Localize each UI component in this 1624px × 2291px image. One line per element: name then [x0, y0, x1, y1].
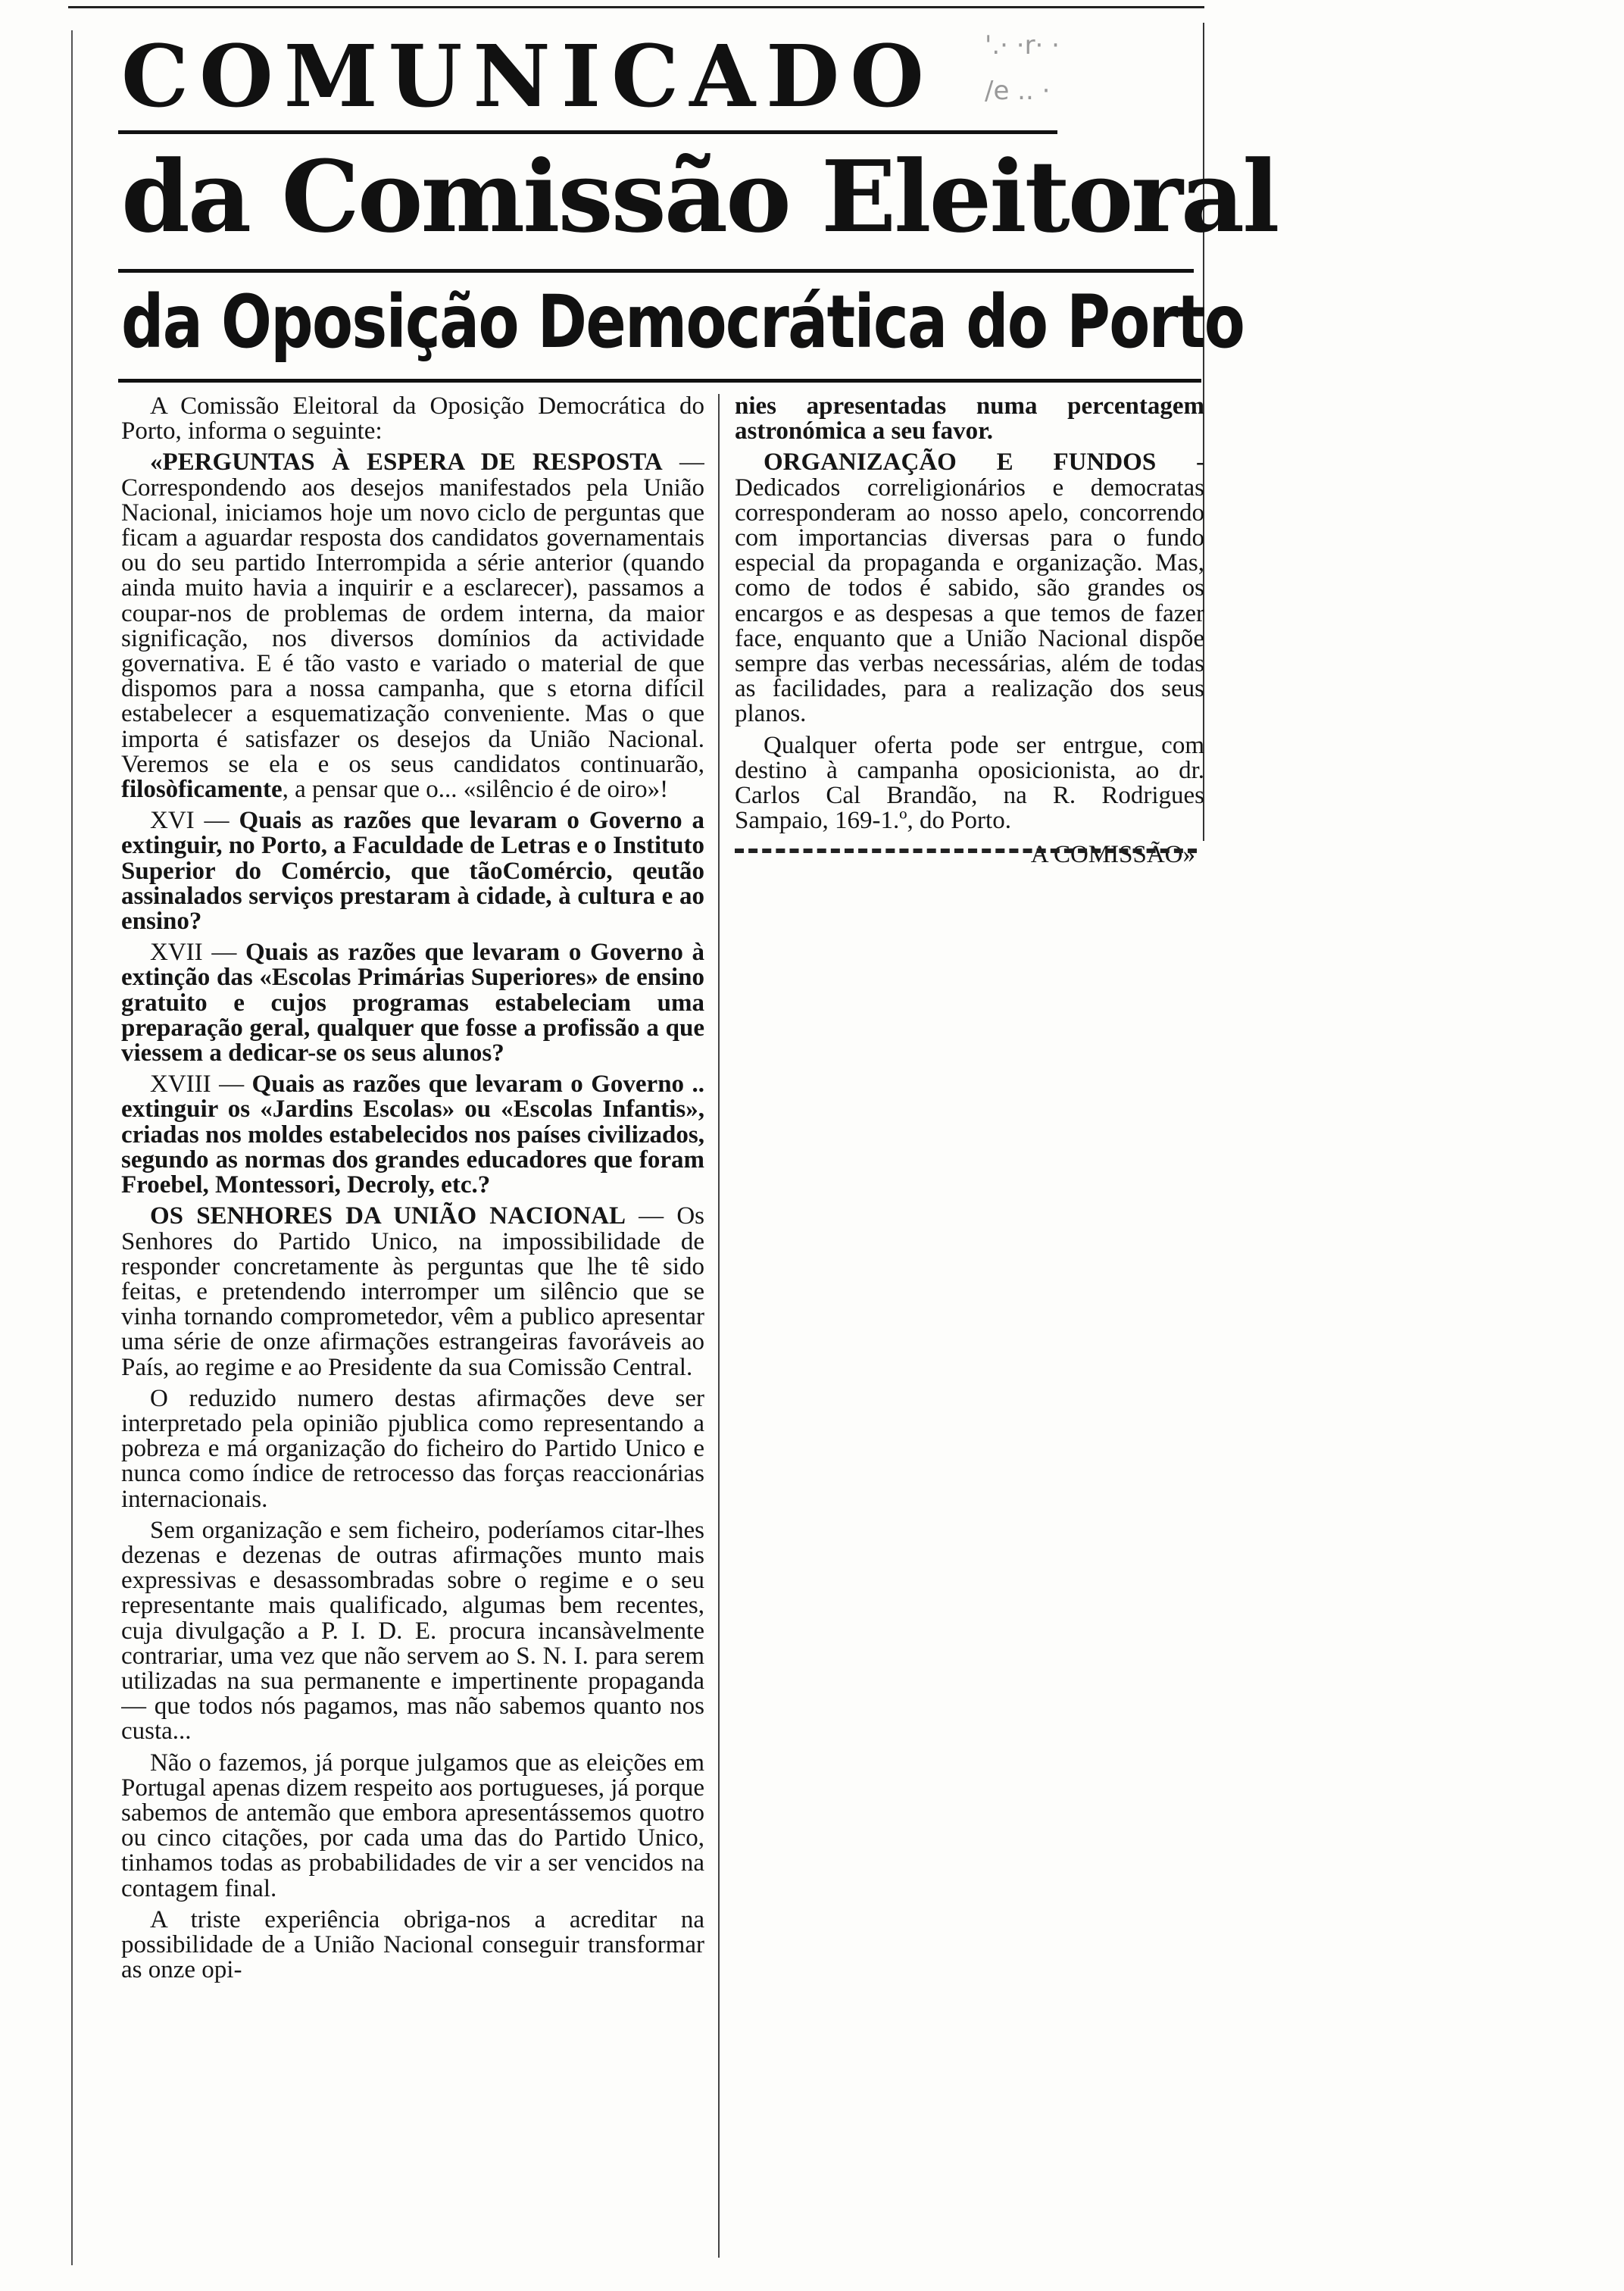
paragraph — [121, 394, 704, 444]
paragraph-text: Sem organização e sem ficheiro, poderíamos citar-lhes dezenas e dezenas de outras afirmações munto mais expressivas e desassombradas sobre o regime e o seu representante mais qualificado, algumas bem recentes, cuja divulgação a P. I. D. E. procura incansàvelmente contrariar, uma vez que não servem ao S. N. I. para serem utilizadas na sua permanente e impertinente propaganda — que todos nós pagamos, mas não sabemos quanto nos custa... — [121, 1516, 704, 1746]
paragraph — [121, 1386, 704, 1512]
question-number: XVII — — [150, 939, 245, 967]
question-text: Quais as razões que levaram o Governo .. extinguir os «Jardins Escolas» ou «Escolas Infantis», criadas nos moldes estabelecidos nos países civilizados, segundo as normas dos grandes educadores que foram Froebel, Montessori, Decroly, etc.? — [121, 1070, 704, 1199]
headline-communique: COMUNICADO — [121, 27, 935, 127]
question-paragraph — [121, 808, 704, 934]
paragraph — [121, 1751, 704, 1902]
end-rule — [735, 849, 1197, 853]
article-column-right — [735, 394, 1204, 864]
paragraph — [121, 1905, 704, 1984]
question-paragraph — [121, 1072, 704, 1198]
question-paragraph — [121, 940, 704, 1066]
emphasis-text: filosòficamente — [121, 776, 283, 804]
top-border — [68, 6, 1204, 8]
section-heading: «PERGUNTAS À ESPERA DE RESPOSTA — [150, 449, 663, 477]
scribble-line: /e .. · — [985, 76, 1051, 106]
headline-rule — [118, 379, 1201, 383]
section-heading: ORGANIZAÇÃO E FUNDOS — [764, 449, 1157, 477]
paragraph-text: Não o fazemos, já porque julgamos que as eleições em Portugal apenas dizem respeito aos portugueses, já porque sabemos de antemão que embora apresentássemos quotro ou cinco citações, por cada uma das do Partido Unico, tinhamos todas as probabilidades de vir a ser vencidos na contagem final. — [121, 1749, 704, 1902]
article-column-left — [121, 394, 704, 2273]
handwritten-marks — [985, 23, 1189, 121]
question-number: XVIII — — [150, 1070, 252, 1099]
paragraph — [121, 450, 704, 802]
paragraph-text: O reduzido numero destas afirmações deve ser interpretado pela opinião pjublica como representando a pobreza e má organização do ficheiro do Partido Unico e nunca como índice de retrocesso das forças reaccionárias internacionais. — [121, 1384, 704, 1513]
headline-rule — [118, 269, 1194, 273]
newspaper-clipping — [68, 0, 1278, 2291]
headline-rule — [118, 130, 1057, 134]
paragraph-text: - Dedicados correligionários e democratas corresponderam ao nosso apelo, concorrendo com importancias diversas para o fundo especial da propaganda e organização. Mas, como de todos é sabido, são grandes os encargos e as despesas a que temos de fazer face, enquanto que a União Nacional dispõe sempre das verbas necessárias, além de todas as facilidades, para a realização dos seus planos. — [735, 449, 1204, 728]
paragraph-text: nies apresentadas numa percentagem astronómica a seu favor. — [735, 394, 1204, 445]
paragraph-text: — Os Senhores do Partido Unico, na impossibilidade de responder concretamente às perguntas que lhe tê sido feitas, e pretendendo interromper um silêncio que se vinha tornando comprometedor, vêm a publico apresentar uma série de onze afirmações estrangeiras favoráveis ao País, ao regime e ao Presidente da sua Comissão Central. — [121, 1202, 704, 1381]
column-separator — [718, 394, 720, 2258]
paragraph-text: , a pensar que o... «silêncio é de oiro»! — [282, 776, 669, 804]
paragraph-text: Qualquer oferta pode ser entrgue, com destino à campanha oposicionista, ao dr. Carlos Cal Brandão, na R. Rodrigues Sampaio, 169-1.º, do Porto. — [735, 731, 1204, 835]
paragraph — [735, 733, 1204, 834]
headline-opposition: da Oposição Democrática do Porto — [121, 280, 1245, 364]
paragraph-text: A Comissão Eleitoral da Oposição Democrática do Porto, informa o seguinte: — [121, 394, 704, 445]
paragraph-text: A triste experiência obriga-nos a acreditar na possibilidade de a União Nacional conseguir transformar as onze opi- — [121, 1905, 704, 1984]
paragraph — [735, 394, 1204, 444]
left-border — [71, 30, 73, 2265]
question-text: Quais as razões que levaram o Governo a extinguir, no Porto, a Faculdade de Letras e o Instituto Superior do Comércio, que tãoComércio, qeutão assinalados serviços prestaram à cidade, à cultura e ao ensino? — [121, 807, 704, 936]
section-heading: OS SENHORES DA UNIÃO NACIONAL — [150, 1202, 626, 1230]
headline-commission: da Comissão Eleitoral — [121, 139, 1278, 255]
scribble-line: '.· ·r· · — [985, 30, 1060, 61]
paragraph-text: — Correspondendo aos desejos manifestados pela União Nacional, iniciamos hoje um novo ciclo de perguntas que ficam a aguardar resposta dos candidatos governamentais ou do seu partido Interrompida a série anterior (quando ainda muito havia a inquirir e a esclarecer), passamos a coupar-nos de problemas de ordem interna, da maior significação, nos diversos domínios da actividade governativa. E é tão vasto e variado o material de que dispomos para a nossa campanha, que s etorna difícil estabelecer a esquematização conveniente. Mas o que importa é satisfazer os desejos da União Nacional. Veremos se ela e os seus candidatos continuarão, — [121, 449, 704, 778]
paragraph — [735, 450, 1204, 727]
question-text: Quais as razões que levaram o Governo à extinção das «Escolas Primárias Superiores» de ensino gratuito e cujos programas estabeleciam uma preparação geral, qualquer que fosse a profissão a que viessem a dedicar-se os seus alunos? — [121, 939, 704, 1067]
paragraph — [121, 1518, 704, 1745]
question-number: XVI — — [150, 807, 239, 835]
paragraph — [121, 1204, 704, 1380]
signature: A COMISSÃO» — [1030, 841, 1195, 864]
